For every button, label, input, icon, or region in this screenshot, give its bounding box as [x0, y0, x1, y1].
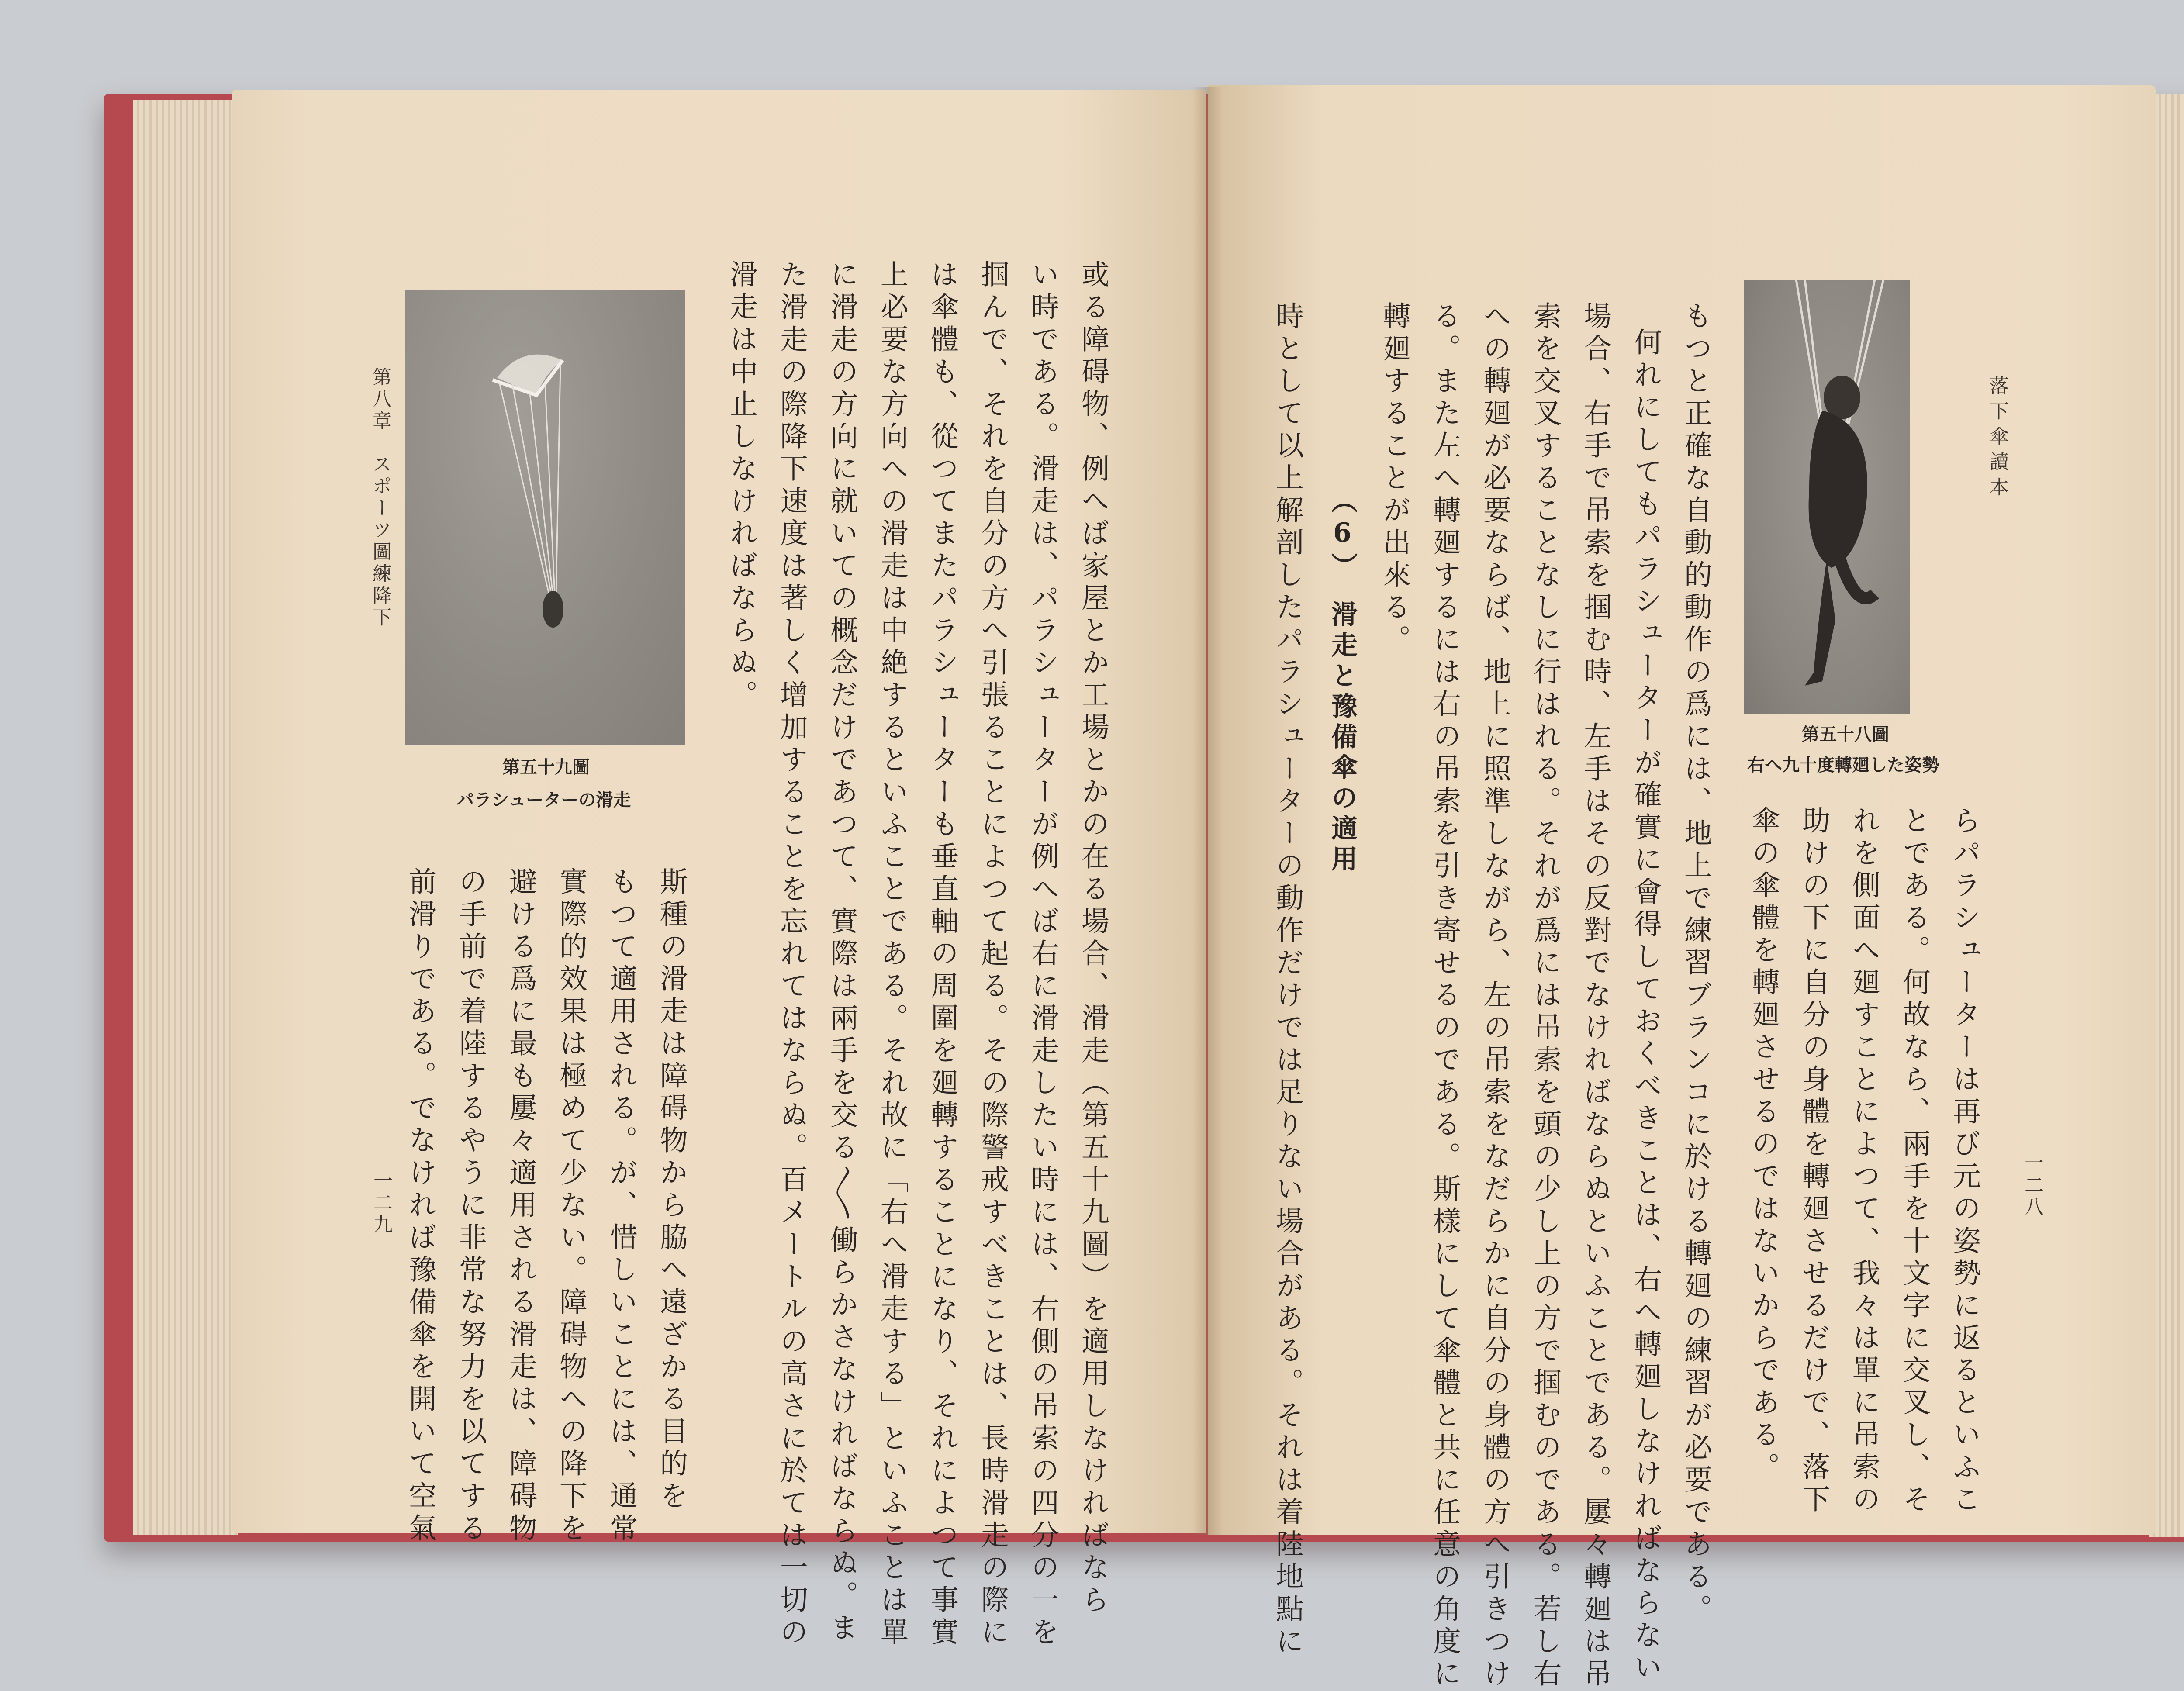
left-text-column: に滑走の方向に就いての概念だけであつて、實際は兩手を交る〳〵働らかさなければならぬ。ま [826, 260, 858, 1645]
page-edges-left [133, 100, 238, 1535]
right-text-column: 時として以上解剖したパラシューターの動作だけでは足りない場合がある。それは着陸地點に [1271, 301, 1303, 1659]
right-page-number: 一二八 [2021, 1153, 2043, 1218]
right-text-column: 索を交叉することなしに行はれる。それが爲には吊索を頭の少し上の方で掴むのである。若し右 [1529, 301, 1561, 1691]
left-page-number: 一二九 [370, 1170, 392, 1236]
left-text-column: 上必要な方向への滑走は中絶するといふことである。それ故に「右へ滑走する」といふことは單 [876, 260, 908, 1650]
book-gutter [1192, 87, 1223, 1535]
parachutist-turning-illustration [1744, 280, 1910, 714]
left-text-column: の手前で着陸するやうに非常な努力を以てする [454, 867, 487, 1546]
left-text-column: 避ける爲に最も屢々適用される滑走は、障碍物 [505, 867, 537, 1546]
left-text-column: もつて適用される。が、惜しいことには、通常 [605, 867, 637, 1546]
figure-58-photo [1744, 280, 1910, 714]
figure-59-photo [405, 290, 685, 745]
right-text-column: 傘の傘體を轉廻させるのではないからである。 [1747, 806, 1780, 1484]
right-text-column: らパラシューターは再び元の姿勢に返るといふこ [1948, 806, 1980, 1517]
right-text-column: への轉廻が必要ならば、地上に照準しながら、左の吊索をなだらかに自分の身體の方へ引きつけ [1479, 301, 1511, 1691]
right-text-column: 場合、右手で吊索を掴む時、左手はその反對でなければならぬといふことである。屢々轉廻は吊 [1579, 301, 1611, 1691]
left-running-head: 第八章 スポーツ圖練降下 [369, 367, 391, 629]
right-text-column: もつと正確な自動的動作の爲には、地上で練習ブランコに於ける轉廻の練習が必要である。 [1679, 301, 1712, 1626]
right-text-column: る。また左へ轉廻するには右の吊索を引き寄せるのである。斯樣にして傘體と共に任意の角度に [1428, 301, 1461, 1691]
left-text-column: 或る障碍物、例へば家屋とか工場とかの在る場合、滑走（第五十九圖）を適用しなければなら [1077, 260, 1109, 1617]
left-text-column: 滑走は中止しなければならぬ。 [725, 260, 757, 712]
left-text-column: 實際的效果は極めて少ない。障碍物への降下を [555, 867, 587, 1546]
figure-59-caption: パラシューターの滑走 [456, 790, 631, 810]
left-text-column: 前滑りである。でなければ豫備傘を開いて空氣 [404, 867, 436, 1546]
right-text-column: 何れにしてもパラシューターが確實に會得しておくべきことは、右へ轉廻しなければならない [1629, 328, 1662, 1685]
right-text-column: とである。何故なら、兩手を十文字に交叉し、そ [1898, 806, 1930, 1517]
left-text-column: い時である。滑走は、パラシューターが例へば右に滑走したい時には、右側の吊索の四分の一を [1026, 260, 1059, 1650]
left-text-column: は傘體も、從つてまたパラシューターも垂直軸の周圍を廻轉することになり、それによつて事實 [926, 260, 958, 1650]
right-text-column: 助けの下に自分の身體を轉廻させるだけで、落下 [1797, 806, 1830, 1517]
right-running-head: 落下傘讀本 [1986, 376, 2008, 502]
left-text-column: 斯種の滑走は障碍物から脇へ遠ざかる目的を [655, 867, 688, 1513]
figure-58-label: 第五十八圖 [1802, 725, 1889, 745]
parachute-glide-illustration [405, 290, 685, 745]
left-text-column: た滑走の際降下速度は著しく增加することを忘れてはならぬ。百メートルの高さに於ては一切の [775, 260, 808, 1650]
figure-59-label: 第五十九圖 [502, 757, 590, 777]
section-heading: （6） 滑走と豫備傘の適用 [1327, 487, 1358, 876]
left-page [232, 90, 1206, 1533]
right-text-column: れを側面へ廻すことによつて、我々は單に吊索の [1848, 806, 1880, 1517]
right-text-column: 轉廻することが出來る。 [1378, 301, 1410, 657]
figure-58-caption: 右へ九十度轉廻した姿勢 [1747, 755, 1939, 775]
left-text-column: 掴んで、それを自分の方へ引張ることによつて起る。その際警戒すべきことは、長時滑走の際に [976, 260, 1009, 1650]
